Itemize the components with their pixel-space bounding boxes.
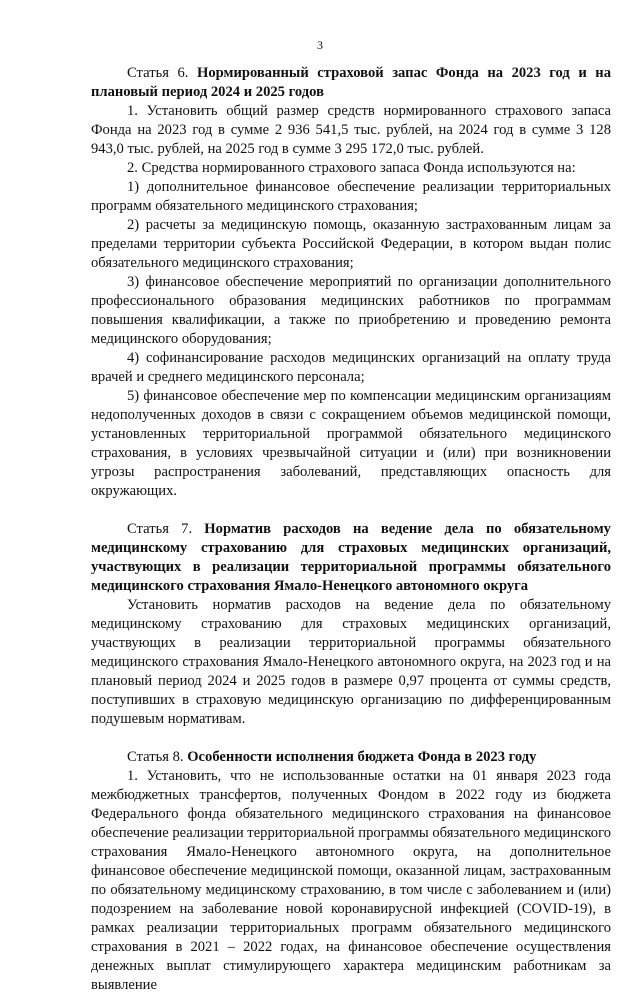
- article-heading: [91, 520, 611, 596]
- list-item: 4) софинансирование расходов медицинских организаций на оплату труда врачей и среднего медицинского персонала;: [91, 350, 611, 385]
- paragraph: 1. Установить общий размер средств нормированного страхового запаса Фонда на 2023 год в сумме 2 936 541,5 тыс. рублей, на 2024 год в сумме 3 128 943,0 тыс. рублей, на 2025 год в сумме 3 295 172,0 тыс. рублей.: [91, 103, 611, 157]
- article-heading: [91, 748, 611, 767]
- article-label: Статья 6.: [127, 65, 189, 81]
- list-item: 5) финансовое обеспечение мер по компенсации медицинским организациям недополученных доходов в связи с сокращением объемов медицинской помощи, установленных территориальной программой обязательного медицинского страхования, в условиях чрезвычайной ситуации и (или) при возникновении угрозы распространения заболеваний, представляющих опасность для окружающих.: [91, 388, 611, 499]
- article-heading: [91, 64, 611, 102]
- article-8: [91, 748, 611, 995]
- page-number: 3: [317, 38, 323, 52]
- document-body: [91, 64, 611, 995]
- paragraph: 1. Установить, что не использованные остатки на 01 января 2023 года межбюджетных трансфертов, полученных Фондом в 2022 году из бюджета Федерального фонда обязательного медицинского страхования на финансовое обеспечение реализации территориальной программы обязательного медицинского страхования Ямало-Ненецкого автономного округа, на дополнительное финансовое обеспечение медицинской помощи, оказанной лицам, застрахованным по обязательному медицинскому страхованию, в том числе с заболеванием и (или) подозрением на заболевание новой коронавирусной инфекцией (COVID-19), в рамках реализации территориальных программ обязательного медицинского страхования в 2021 – 2022 годах, на финансовое обеспечение осуществления денежных выплат стимулирующего характера медицинским работникам за выявление: [91, 768, 611, 993]
- list-item: 1) дополнительное финансовое обеспечение реализации территориальных программ обязательного медицинского страхования;: [91, 179, 611, 214]
- spacer: [91, 729, 611, 748]
- article-title: Нормированный страховой запас Фонда на 2023 год и на плановый период 2024 и 2025 годов: [91, 65, 611, 100]
- article-title: Норматив расходов на ведение дела по обязательному медицинскому страхованию для страховых медицинских организаций, участвующих в реализации территориальной программы обязательного медицинского страхования Ямало-Ненецкого автономного округа: [91, 521, 611, 594]
- list-item: 2) расчеты за медицинскую помощь, оказанную застрахованным лицам за пределами территории субъекта Российской Федерации, в котором выдан полис обязательного медицинского страхования;: [91, 217, 611, 271]
- article-title: Особенности исполнения бюджета Фонда в 2023 году: [187, 749, 537, 765]
- spacer: [91, 501, 611, 520]
- paragraph: Установить норматив расходов на ведение дела по обязательному медицинскому страхованию для страховых медицинских организаций, участвующих в реализации территориальной программы обязательного медицинского страхования Ямало-Ненецкого автономного округа, на 2023 год и на плановый период 2024 и 2025 годов в размере 0,97 процента от суммы средств, поступивших в страховую медицинскую организацию по дифференцированным подушевым нормативам.: [91, 597, 611, 727]
- paragraph: 2. Средства нормированного страхового запаса Фонда используются на:: [127, 160, 576, 176]
- article-label: Статья 8.: [127, 749, 184, 765]
- article-label: Статья 7.: [127, 521, 193, 537]
- list-item: 3) финансовое обеспечение мероприятий по организации дополнительного профессионального образования медицинских работников по программам повышения квалификации, а также по приобретению и проведению ремонта медицинского оборудования;: [91, 274, 611, 347]
- article-7: [91, 520, 611, 729]
- article-6: [91, 64, 611, 501]
